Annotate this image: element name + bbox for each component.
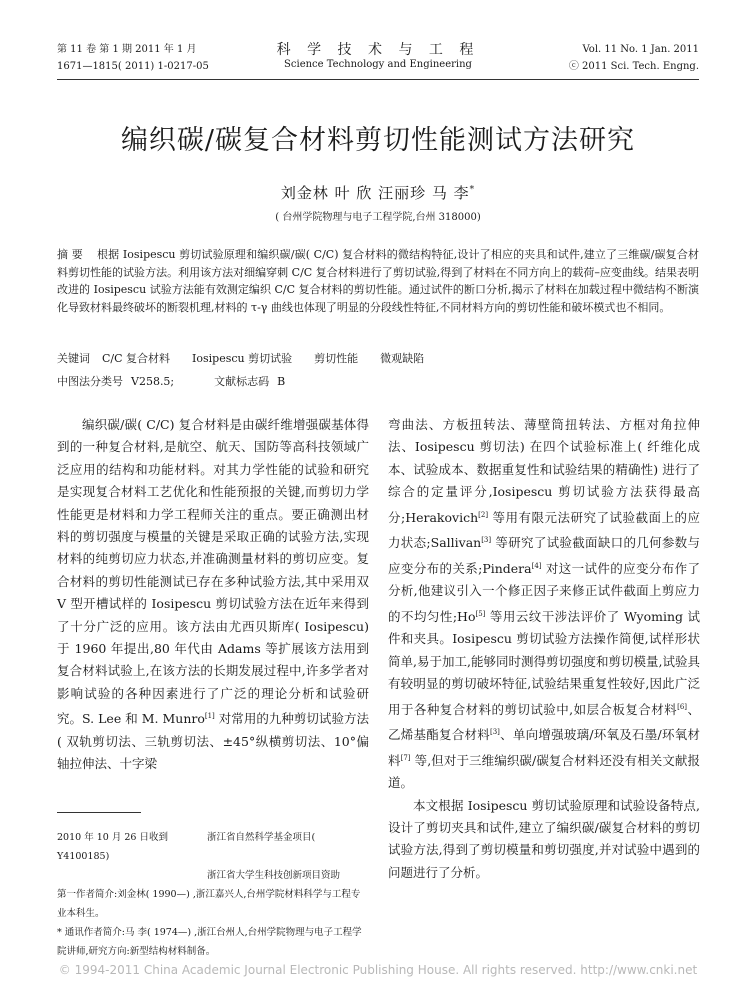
paragraph-text: 编织碳/碳( C/C) 复合材料是由碳纤维增强碳基体得到的一种复合材料,是航空、航天、国防等高科技领域广泛应用的结构和功能材料。对其力学性能的试验和研究是实现复合材料工艺优化和性能预报的关键,而剪切力学性能更是材料和力学工程师关注的重点。要正确测出材料的剪切强度与模量的关键是采取正确的试验方法,实现材料的纯剪切应力状态,并准确测量材料的剪切应变。复合材料的剪切性能测试已存在多种试验方法,其中采用双 V 型开槽试样的 Iosipescu 剪切试验方法在近年来得到了十分广泛的应用。该方法由尤西贝斯库( Iosipescu) 于 1960 年提出,80 年代由 Adams 等扩展该方法用到复合材料试验上,在该方法的长期发展过程中,许多学者对影响试验的各种因素进行了广泛的理论分析和试验研究。S. Lee 和 M. Munro: [57, 417, 369, 727]
classification: [57, 373, 307, 390]
paragraph-text: 等,但对于三维编织碳/碳复合材料还没有相关文献报道。: [388, 752, 700, 791]
paragraph-text: 、乙烯基酯复合材料: [388, 701, 700, 743]
received-date: 2010 年 10 月 26 日收到: [57, 832, 168, 843]
body-paragraph: 本文根据 Iosipescu 剪切试验原理和试验设备特点,设计了剪切夹具和试件,建立了编织碳/碳复合材料的剪切试验方法,得到了剪切模量和剪切强度,并对试验中遇到的问题进行了分析。: [388, 797, 700, 880]
fund-2: 浙江省大学生科技创新项目资助: [207, 870, 341, 881]
paragraph-text: 等用云纹干涉法评价了 Wyoming 试件和夹具。Iosipescu 剪切试验方法操作简便,试样形状简单,易于加工,能够同时测得剪切强度和剪切模量,试验具有较明显的剪切破坏特征,试验结果重复性较好,因此广泛用于各种复合材料的剪切试验中,如层合板复合材料: [388, 608, 700, 717]
citation: [4]: [531, 561, 542, 570]
citation: [6]: [677, 702, 688, 711]
paragraph-text: 弯曲法、方板扭转法、薄壁筒扭转法、方框对角拉伸法、Iosipescu 剪切法) 在四个试验标准上( 纤维化成本、试验成本、数据重复性和试验结果的精确性) 进行了综合的定量评分,Iosipescu 剪切试验方法获得最高分;Herakovich: [388, 417, 700, 525]
header-copyright: ⓒ 2011 Sci. Tech. Engng.: [568, 61, 699, 72]
author-list: [0, 182, 756, 203]
journal-volume-en: [569, 41, 699, 75]
keywords: [57, 350, 446, 367]
citation: [1]: [204, 712, 215, 721]
paper-title: 编织碳/碳复合材料剪切性能测试方法研究: [120, 125, 636, 156]
corresponding-mark: *: [469, 185, 476, 195]
abstract: [57, 246, 699, 316]
footnotes: [57, 828, 369, 961]
header-volume-en: Vol. 11 No. 1 Jan. 2011: [582, 44, 699, 55]
footnote-divider: [57, 812, 141, 813]
fund-1: 浙江省自然科学基金项目( Y4100185): [57, 832, 316, 862]
body-right-column: [388, 414, 700, 884]
footnote-received-line: [57, 828, 369, 866]
keyword-item: 剪切性能: [314, 352, 359, 365]
body-paragraph: [57, 414, 369, 776]
clc-label: 中图法分类号: [57, 375, 123, 388]
paragraph-text: 对这一试件的应变分布作了分析,他建议引入一个修正因子来修正试件截面上剪应力的不均匀性;Ho: [388, 560, 701, 624]
doc-code-label: 文献标志码: [214, 375, 270, 388]
abstract-label: 摘 要: [57, 248, 83, 261]
citation: [5]: [475, 609, 486, 618]
author-names: 刘金林 叶 欣 汪丽珍 马 李: [280, 184, 470, 202]
citation: [2]: [478, 510, 489, 519]
header-article-id: 1671—1815( 2011) 1-0217-05: [57, 61, 209, 72]
body-paragraph: [388, 414, 700, 795]
affiliation: ( 台州学院物理与电子工程学院,台州 318000): [275, 212, 481, 223]
keyword-item: Iosipescu 剪切试验: [192, 352, 293, 365]
copyright-footer: © 1994-2011 China Academic Journal Electronic Publishing House. All rights reserved. http://www.cnki.net: [58, 963, 698, 977]
citation: [3]: [481, 536, 492, 545]
paragraph-text: 、单向增强玻璃/环氧及石墨/环氧材料: [388, 727, 700, 768]
corresponding-author-bio: * 通讯作者简介:马 李( 1974—) ,浙江台州人,台州学院物理与电子工程学院讲师,研究方向:新型结构材料制备。: [57, 927, 362, 957]
journal-name-en: Science Technology and Engineering: [284, 59, 472, 70]
clc-value: V258.5;: [131, 375, 175, 388]
paragraph-text: 等研究了试验截面缺口的几何参数与应变分布的关系;Pindera: [388, 535, 700, 576]
paragraph-text: 等用有限元法研究了试验截面上的应力状态;Sallivan: [388, 509, 700, 551]
citation: [3]: [489, 728, 500, 737]
first-author-bio: 第一作者简介:刘金林( 1990—) ,浙江嘉兴人,台州学院材料科学与工程专业本科生。: [57, 889, 361, 919]
citation: [7]: [400, 753, 411, 762]
doc-code-value: B: [277, 375, 286, 388]
abstract-text: 根据 Iosipescu 剪切试验原理和编织碳/碳( C/C) 复合材料的微结构特征,设计了相应的夹具和试件,建立了三维碳/碳复合材料剪切性能的试验方法。利用该方法对细编穿刺 C/C 复合材料进行了剪切试验,得到了材料在不同方向上的载荷–应变曲线。结果表明改进的 Iosipescu 试验方法能有效测定编织 C/C 复合材料的剪切性能。通过试件的断口分析,揭示了材料在加载过程中微结构不断演化导致材料最终破坏的断裂机理,材料的 τ-γ 曲线也体现了明显的分段线性特征,不同材料方向的剪切性能和破坏模式也不相同。: [57, 248, 699, 314]
keywords-label: 关键词: [57, 352, 90, 365]
body-left-column: [57, 414, 369, 776]
journal-name-cn: 科 学 技 术 与 工 程: [276, 42, 480, 58]
keyword-item: 微观缺陷: [380, 352, 425, 365]
header-divider: [57, 79, 699, 80]
keyword-item: C/C 复合材料: [102, 352, 171, 365]
header-volume: 第 11 卷 第 1 期 2011 年 1 月: [57, 44, 197, 55]
paragraph-text: 对常用的九种剪切试验方法( 双轨剪切法、三轨剪切法、±45°纵横剪切法、10°偏轴拉伸法、十字梁: [57, 711, 369, 772]
